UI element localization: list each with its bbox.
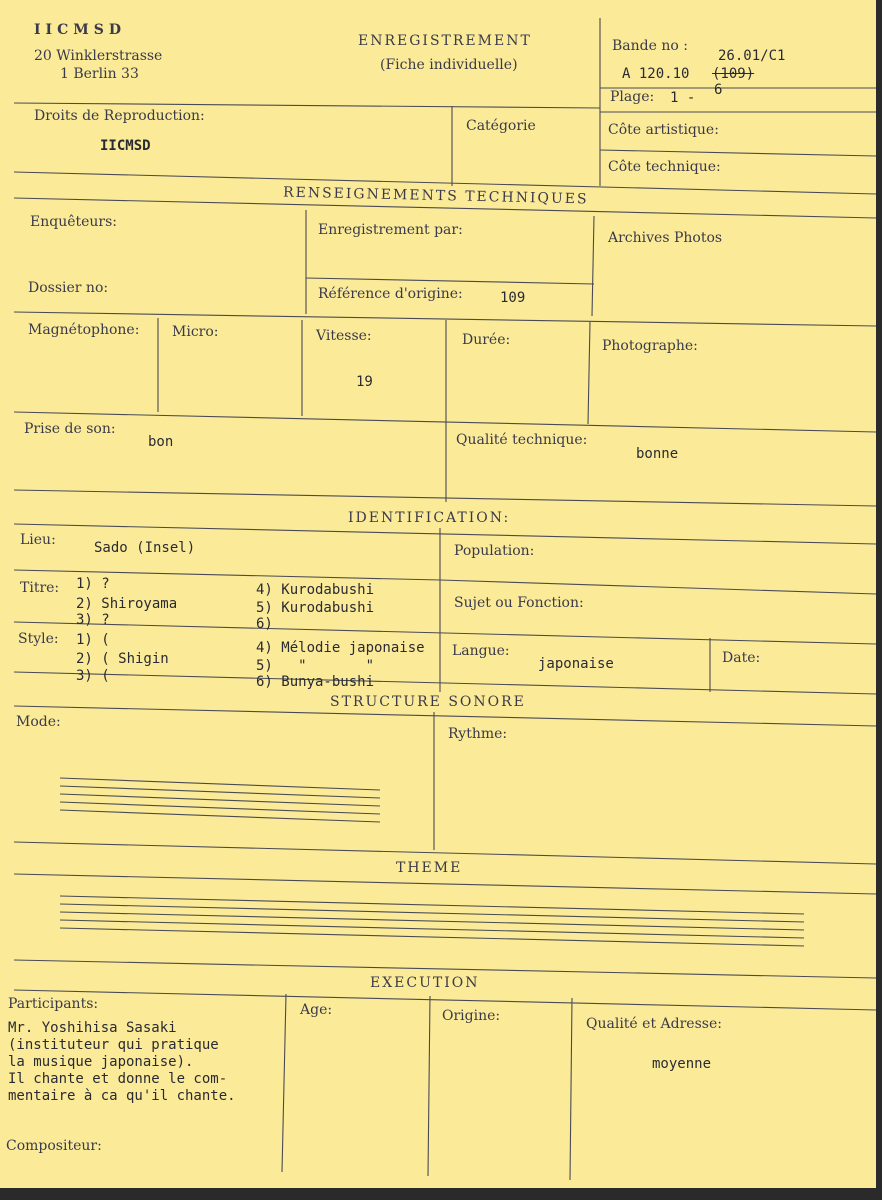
bande-struck-value: (109) — [712, 66, 755, 82]
titre-item: 3) ? — [76, 612, 110, 628]
form-title: ENREGISTREMENT — [358, 33, 532, 49]
address-line-2: 1 Berlin 33 — [60, 66, 139, 82]
participants-label: Participants: — [8, 996, 99, 1012]
org-logo-text: IICMSD — [34, 22, 126, 38]
titre-item: 6) — [256, 616, 273, 632]
qualite-adresse-value: moyenne — [652, 1056, 712, 1072]
sujet-fonction-label: Sujet ou Fonction: — [454, 595, 584, 611]
style-item: 1) ( — [76, 632, 110, 648]
enregistrement-par-label: Enregistrement par: — [318, 222, 463, 238]
rythme-label: Rythme: — [448, 726, 508, 742]
cote-technique-label: Côte technique: — [608, 159, 721, 175]
droits-label: Droits de Reproduction: — [34, 108, 205, 124]
droits-value: IICMSD — [100, 138, 151, 154]
langue-label: Langue: — [452, 643, 510, 659]
archives-photos-label: Archives Photos — [608, 230, 723, 246]
form-subtitle: (Fiche individuelle) — [380, 57, 518, 73]
lieu-label: Lieu: — [20, 532, 56, 548]
cote-artistique-label: Côte artistique: — [608, 122, 719, 138]
age-label: Age: — [300, 1002, 333, 1018]
vitesse-label: Vitesse: — [316, 328, 372, 344]
participants-line: la musique japonaise). — [8, 1054, 194, 1070]
participants-line: Mr. Yoshihisa Sasaki — [8, 1020, 177, 1036]
style-item: 5) " " — [256, 658, 375, 674]
participants-line: mentaire à ca qu'il chante. — [8, 1088, 236, 1104]
photographe-label: Photographe: — [602, 338, 698, 354]
duree-label: Durée: — [462, 332, 511, 348]
style-item: 2) ( Shigin — [76, 651, 169, 667]
reference-label: Référence d'origine: — [318, 286, 463, 302]
langue-value: japonaise — [538, 656, 614, 672]
origine-label: Origine: — [442, 1008, 501, 1024]
theme-heading: THEME — [396, 860, 463, 876]
style-item: 4) Mélodie japonaise — [256, 640, 425, 656]
participants-line: Il chante et donne le com- — [8, 1071, 228, 1087]
lieu-value: Sado (Insel) — [94, 540, 196, 556]
bande-value-2: A 120.10 — [622, 66, 690, 82]
plage-label: Plage: — [610, 89, 655, 105]
structure-heading: STRUCTURE SONORE — [330, 694, 526, 710]
population-label: Population: — [454, 543, 535, 559]
titre-item: 2) Shiroyama — [76, 596, 178, 612]
enqueteurs-label: Enquêteurs: — [30, 214, 118, 230]
date-label: Date: — [722, 650, 761, 666]
qualite-adresse-label: Qualité et Adresse: — [586, 1016, 722, 1032]
execution-heading: EXECUTION — [370, 975, 480, 991]
plage-value-1: 1 - — [670, 90, 696, 106]
vitesse-value: 19 — [356, 374, 373, 390]
prise-de-son-value: bon — [148, 434, 174, 450]
plage-value-2: 6 — [714, 82, 723, 98]
prise-de-son-label: Prise de son: — [24, 421, 116, 437]
micro-label: Micro: — [172, 324, 219, 340]
participants-line: (instituteur qui pratique — [8, 1037, 219, 1053]
magnetophone-label: Magnétophone: — [28, 322, 140, 338]
style-item: 6) Bunya-bushi — [256, 674, 375, 690]
titre-item: 1) ? — [76, 576, 110, 592]
compositeur-label: Compositeur: — [6, 1138, 102, 1154]
dossier-label: Dossier no: — [28, 280, 109, 296]
qualite-technique-label: Qualité technique: — [456, 432, 588, 448]
identification-heading: IDENTIFICATION: — [348, 510, 511, 526]
mode-label: Mode: — [16, 714, 61, 730]
style-label: Style: — [18, 631, 59, 647]
qualite-technique-value: bonne — [636, 446, 679, 462]
style-item: 3) ( — [76, 668, 110, 684]
titre-item: 5) Kurodabushi — [256, 600, 375, 616]
tech-heading: RENSEIGNEMENTS TECHNIQUES — [282, 184, 589, 208]
address-line-1: 20 Winklerstrasse — [34, 48, 163, 64]
titre-item: 4) Kurodabushi — [256, 582, 375, 598]
reference-value: 109 — [500, 290, 526, 306]
bande-value-1: 26.01/C1 — [718, 48, 786, 64]
bande-label: Bande no : — [612, 38, 688, 54]
titre-label: Titre: — [20, 580, 60, 596]
categorie-label: Catégorie — [466, 118, 536, 134]
